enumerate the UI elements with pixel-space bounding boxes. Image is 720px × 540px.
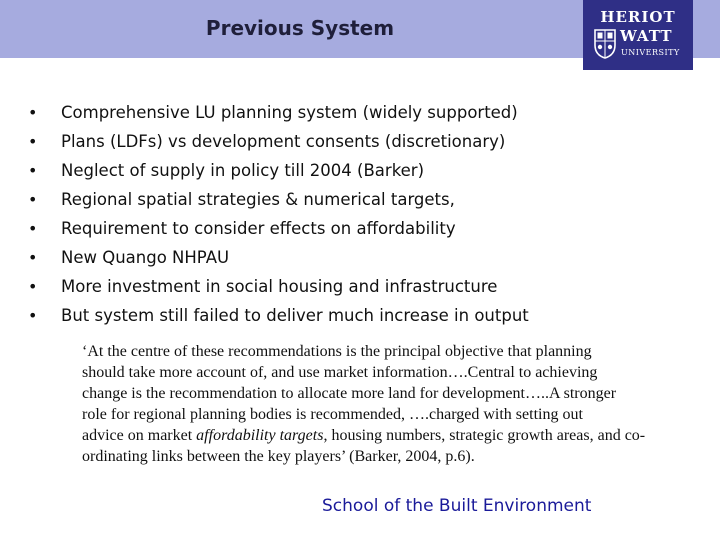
bullet-text: Regional spatial strategies & numerical targets,: [61, 190, 455, 209]
bullet-dot: •: [28, 248, 38, 267]
bullet-item: [28, 272, 529, 301]
bullet-text: More investment in social housing and infrastructure: [61, 277, 498, 296]
bullet-dot: •: [28, 306, 38, 325]
quote-emphasis: affordability targets: [196, 427, 324, 444]
quote-line: [82, 425, 682, 446]
quote-line: change is the recommendation to allocate more land for development…..A stronger: [82, 385, 617, 402]
logo-word-heriot: HERIOT: [600, 8, 676, 26]
bullet-item: [28, 127, 529, 156]
logo-word-university: UNIVERSITY: [621, 48, 680, 57]
bullet-text: Comprehensive LU planning system (widely supported): [61, 103, 518, 122]
bullet-text: New Quango NHPAU: [61, 248, 230, 267]
bullet-dot: •: [28, 161, 38, 180]
quote-line: role for regional planning bodies is recommended, ….charged with setting out: [82, 406, 583, 423]
footer-school-name: School of the Built Environment: [322, 496, 592, 516]
quote-line: ‘At the centre of these recommendations is the principal objective that planning: [82, 343, 592, 360]
quote-line: should take more account of, and use market information….Central to achieving: [82, 364, 598, 381]
quote-text: , housing numbers, strategic growth areas, and co-: [323, 427, 646, 444]
logo-word-watt: WATT: [620, 27, 673, 45]
bullet-text: Plans (LDFs) vs development consents (discretionary): [61, 132, 506, 151]
bullet-item: [28, 243, 529, 272]
bullet-text: Requirement to consider effects on affordability: [61, 219, 456, 238]
bullet-item: [28, 98, 529, 127]
bullet-dot: •: [28, 190, 38, 209]
bullet-item: [28, 214, 529, 243]
bullet-text: But system still failed to deliver much increase in output: [61, 306, 529, 325]
quote-text: advice on market: [82, 427, 197, 444]
quote-line: ordinating links between the key players’ (Barker, 2004, p.6).: [82, 448, 475, 465]
bullet-dot: •: [28, 103, 38, 122]
bullet-item: [28, 185, 529, 214]
bullet-dot: •: [28, 132, 38, 151]
bullet-item: [28, 301, 529, 330]
barker-quote: [82, 341, 682, 467]
bullet-dot: •: [28, 277, 38, 296]
crest-icon: [594, 29, 616, 59]
bullet-text: Neglect of supply in policy till 2004 (Barker): [61, 161, 425, 180]
bullet-list: [28, 98, 529, 330]
university-logo: [583, 0, 693, 70]
slide-title: Previous System: [205, 16, 395, 40]
bullet-item: [28, 156, 529, 185]
bullet-dot: •: [28, 219, 38, 238]
